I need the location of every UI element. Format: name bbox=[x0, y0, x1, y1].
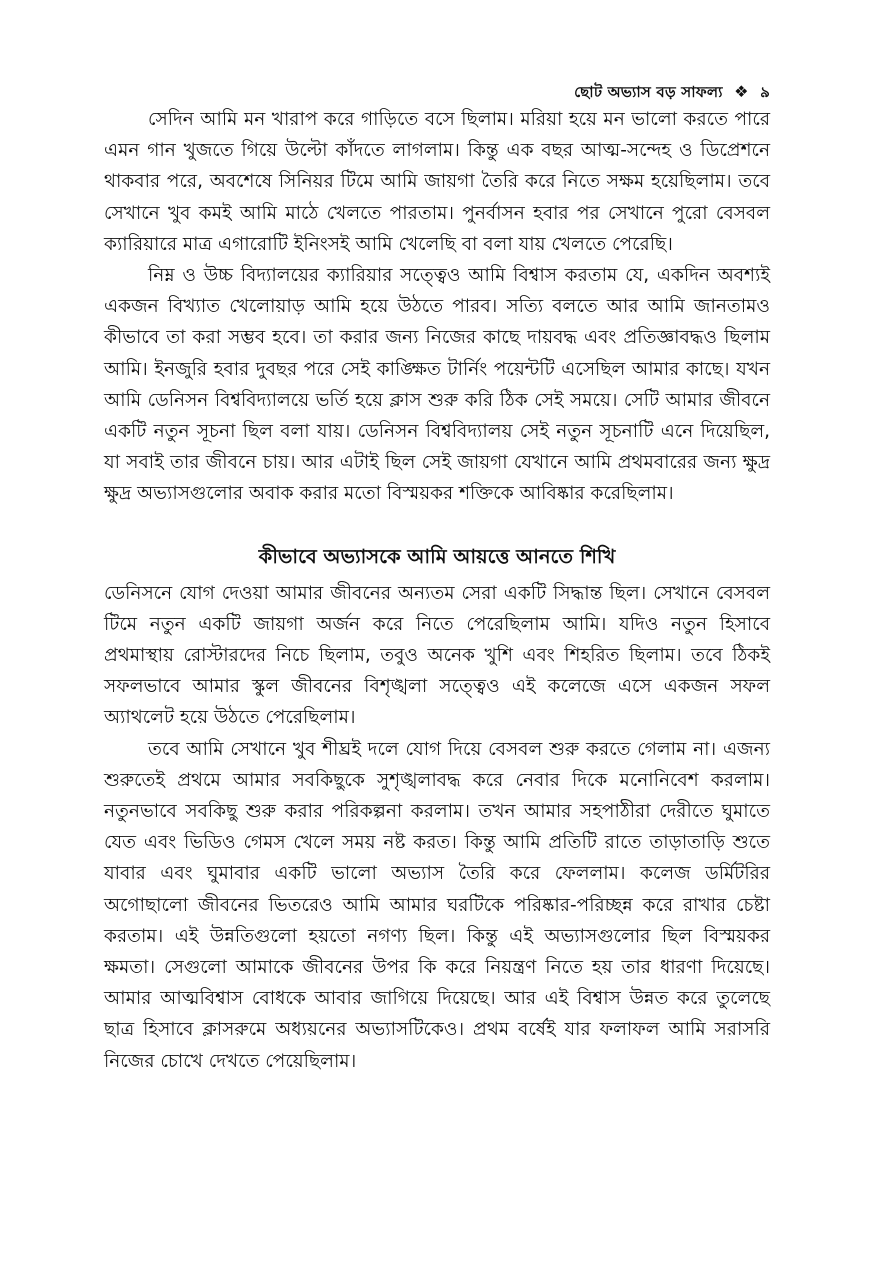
body-paragraph: ডেনিসনে যোগ দেওয়া আমার জীবনের অন্যতম সেরা একটি সিদ্ধান্ত ছিল। সেখানে বেসবল টিমে নতুন একটি জায়গা অর্জন করে নিতে পেরেছিলাম আমি। যদিও নতুন হিসাবে প্রথমাস্থায় রোস্টারদের নিচে ছিলাম, তবুও অনেক খুশি এবং শিহরিত ছিলাম। তবে ঠিকই সফলভাবে আমার স্কুল জীবনের বিশৃঙ্খলা সত্ত্বেও এই কলেজে এসে একজন সফল অ্যাথলেট হয়ে উঠতে পেরেছিলাম। bbox=[104, 582, 770, 729]
body-paragraph: সেদিন আমি মন খারাপ করে গাড়িতে বসে ছিলাম। মরিয়া হয়ে মন ভালো করতে পারে এমন গান খুজতে গিয়ে উল্টো কাঁদতে লাগলাম। কিন্তু এক বছর আত্ম-সন্দেহ ও ডিপ্রেশনে থাকবার পরে, অবশেষে সিনিয়র টিমে আমি জায়গা তৈরি করে নিতে সক্ষম হয়েছিলাম। তবে সেখানে খুব কমই আমি মাঠে খেলতে পারতাম। পুনর্বাসন হবার পর সেখানে পুরো বেসবল ক্যারিয়ারে মাত্র এগারোটি ইনিংসই আমি খেলেছি বা বলা যায় খেলতে পেরেছি। bbox=[104, 109, 770, 255]
section-heading: কীভাবে অভ্যাসকে আমি আয়ত্তে আনতে শিখি bbox=[258, 544, 616, 568]
body-paragraph: নিম্ন ও উচ্চ বিদ্যালয়ের ক্যারিয়ার সত্ত্বেও আমি বিশ্বাস করতাম যে, একদিন অবশ্যই একজন বিখ্যাত খেলোয়াড় আমি হয়ে উঠতে পারব। সত্যি বলতে আর আমি জানতামও কীভাবে তা করা সম্ভব হবে। তা করার জন্য নিজের কাছে দায়বদ্ধ এবং প্রতিজ্ঞাবদ্ধও ছিলাম আমি। ইনজুরি হবার দুবছর পরে সেই কাঙ্ক্ষিত টার্নিং পয়েন্টটি এসেছিল আমার কাছে। যখন আমি ডেনিসন বিশ্ববিদ্যালয়ে ভর্তি হয়ে ক্লাস শুরু করি ঠিক সেই সময়ে। সেটি আমার জীবনে একটি নতুন সূচনা ছিল বলা যায়। ডেনিসন বিশ্ববিদ্যালয় সেই নতুন সূচনাটি এনে দিয়েছিল, যা সবাই তার জীবনে চায়। আর এটাই ছিল সেই জায়গা যেখানে আমি প্রথমবারের জন্য ক্ষুদ্র ক্ষুদ্র অভ্যাসগুলোর অবাক করার মতো বিস্ময়কর শক্তিকে আবিষ্কার করেছিলাম। bbox=[104, 265, 770, 505]
running-header bbox=[104, 82, 770, 104]
running-title: ছোট অভ্যাস বড় সাফল্য bbox=[574, 83, 723, 101]
page-number: ৯ bbox=[760, 83, 770, 101]
book-page bbox=[104, 82, 770, 1077]
ornament-icon: ❖ bbox=[734, 82, 749, 101]
body-paragraph: তবে আমি সেখানে খুব শীঘ্রই দলে যোগ দিয়ে বেসবল শুরু করতে গেলাম না। এজন্য শুরুতেই প্রথমে আমার সবকিছুকে সুশৃঙ্খলাবদ্ধ করে নেবার দিকে মনোনিবেশ করলাম। নতুনভাবে সবকিছু শুরু করার পরিকল্পনা করলাম। তখন আমার সহপাঠীরা দেরীতে ঘুমাতে যেত এবং ভিডিও গেমস খেলে সময় নষ্ট করত। কিন্তু আমি প্রতিটি রাতে তাড়াতাড়ি শুতে যাবার এবং ঘুমাবার একটি ভালো অভ্যাস তৈরি করে ফেললাম। কলেজ ডর্মিটরির অগোছালো জীবনের ভিতরেও আমি আমার ঘরটিকে পরিষ্কার-পরিচ্ছন্ন করে রাখার চেষ্টা করতাম। এই উন্নতিগুলো হয়তো নগণ্য ছিল। কিন্তু এই অভ্যাসগুলোর ছিল বিস্ময়কর ক্ষমতা। সেগুলো আমাকে জীবনের উপর কি করে নিয়ন্ত্রণ নিতে হয় তার ধারণা দিয়েছে। আমার আত্মবিশ্বাস বোধকে আবার জাগিয়ে দিয়েছে। আর এই বিশ্বাস উন্নত করে তুলেছে ছাত্র হিসাবে ক্লাসরুমে অধ্যয়নের অভ্যাসটিকেও। প্রথম বর্ষেই যার ফলাফল আমি সরাসরি নিজের চোখে দেখতে পেয়েছিলাম। bbox=[104, 738, 770, 1072]
